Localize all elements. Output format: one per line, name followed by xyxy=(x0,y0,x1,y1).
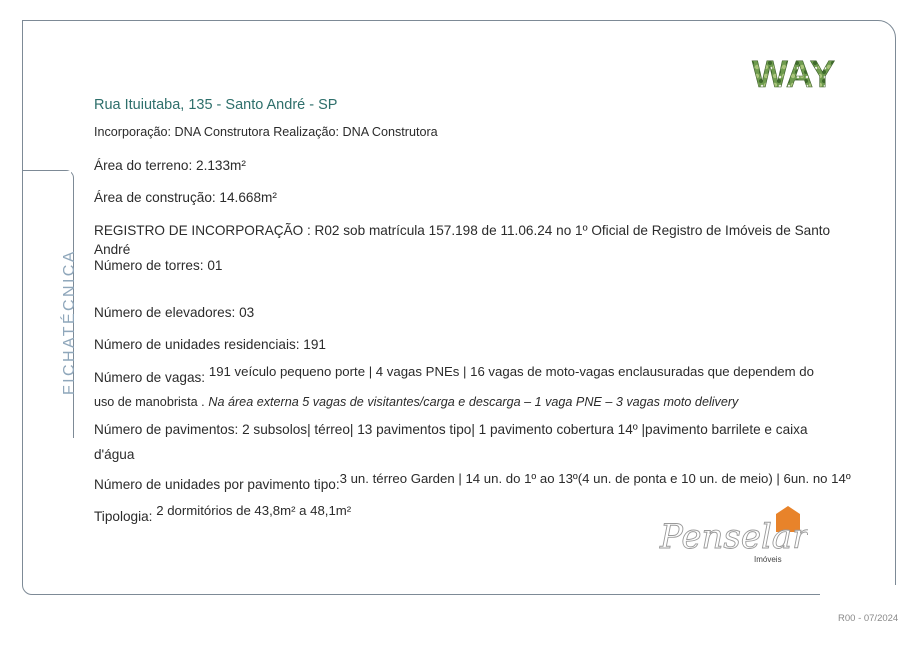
unidades: Número de unidades residenciais: 191 xyxy=(94,337,326,352)
elevadores: Número de elevadores: 03 xyxy=(94,305,255,320)
footer-code: R00 - 07/2024 xyxy=(838,613,899,624)
torres: Número de torres: 01 xyxy=(94,258,223,273)
vagas-cont: uso de manobrista . xyxy=(94,395,205,409)
tipologia-label: Tipologia: xyxy=(94,509,153,524)
vagas-italic: Na área externa 5 vagas de visitantes/carga e descarga – 1 vaga PNE – 3 vagas moto delivery xyxy=(208,395,739,409)
way-logo-text: WAY xyxy=(752,54,836,94)
unid-pav-label: Número de unidades por pavimento tipo: xyxy=(94,477,340,492)
area-terreno: Área do terreno: 2.133m² xyxy=(94,158,246,173)
incorporation: Incorporação: DNA Construtora Realização: DNA Construtora xyxy=(94,125,438,139)
frame-gap xyxy=(820,585,910,599)
vagas-row xyxy=(94,364,814,385)
unid-pav-value: 3 un. térreo Garden | 14 un. do 1º ao 13º(4 un. de ponta e 10 un. de meio) | 6un. no 14º xyxy=(339,471,851,486)
side-title: FICHATÉCNICA xyxy=(61,249,78,395)
penselar-logo xyxy=(658,502,808,572)
unid-pav-row xyxy=(94,471,851,492)
way-logo xyxy=(750,52,862,94)
penselar-logo-sub: Imóveis xyxy=(754,555,782,564)
vagas-label: Número de vagas: xyxy=(94,370,206,385)
vagas-cont-row xyxy=(94,394,738,409)
pavimentos: Número de pavimentos: 2 subsolos| térreo| 13 pavimentos tipo| 1 pavimento cobertura 14º |pavimento barrilete e caixa d'água xyxy=(94,422,808,462)
vagas-value: 191 veículo pequeno porte | 4 vagas PNEs | 16 vagas de moto-vagas enclausuradas que dependem do xyxy=(208,364,814,379)
penselar-logo-text: Penselar xyxy=(660,517,808,557)
registro: REGISTRO DE INCORPORAÇÃO : R02 sob matrícula 157.198 de 11.06.24 no 1º Oficial de Registro de Imóveis de Santo André xyxy=(94,223,831,257)
tipologia-row xyxy=(94,503,352,524)
address: Rua Ituiutaba, 135 - Santo André - SP xyxy=(94,97,338,113)
tipologia-value: 2 dormitórios de 43,8m² a 48,1m² xyxy=(156,503,352,518)
area-construcao: Área de construção: 14.668m² xyxy=(94,190,277,205)
